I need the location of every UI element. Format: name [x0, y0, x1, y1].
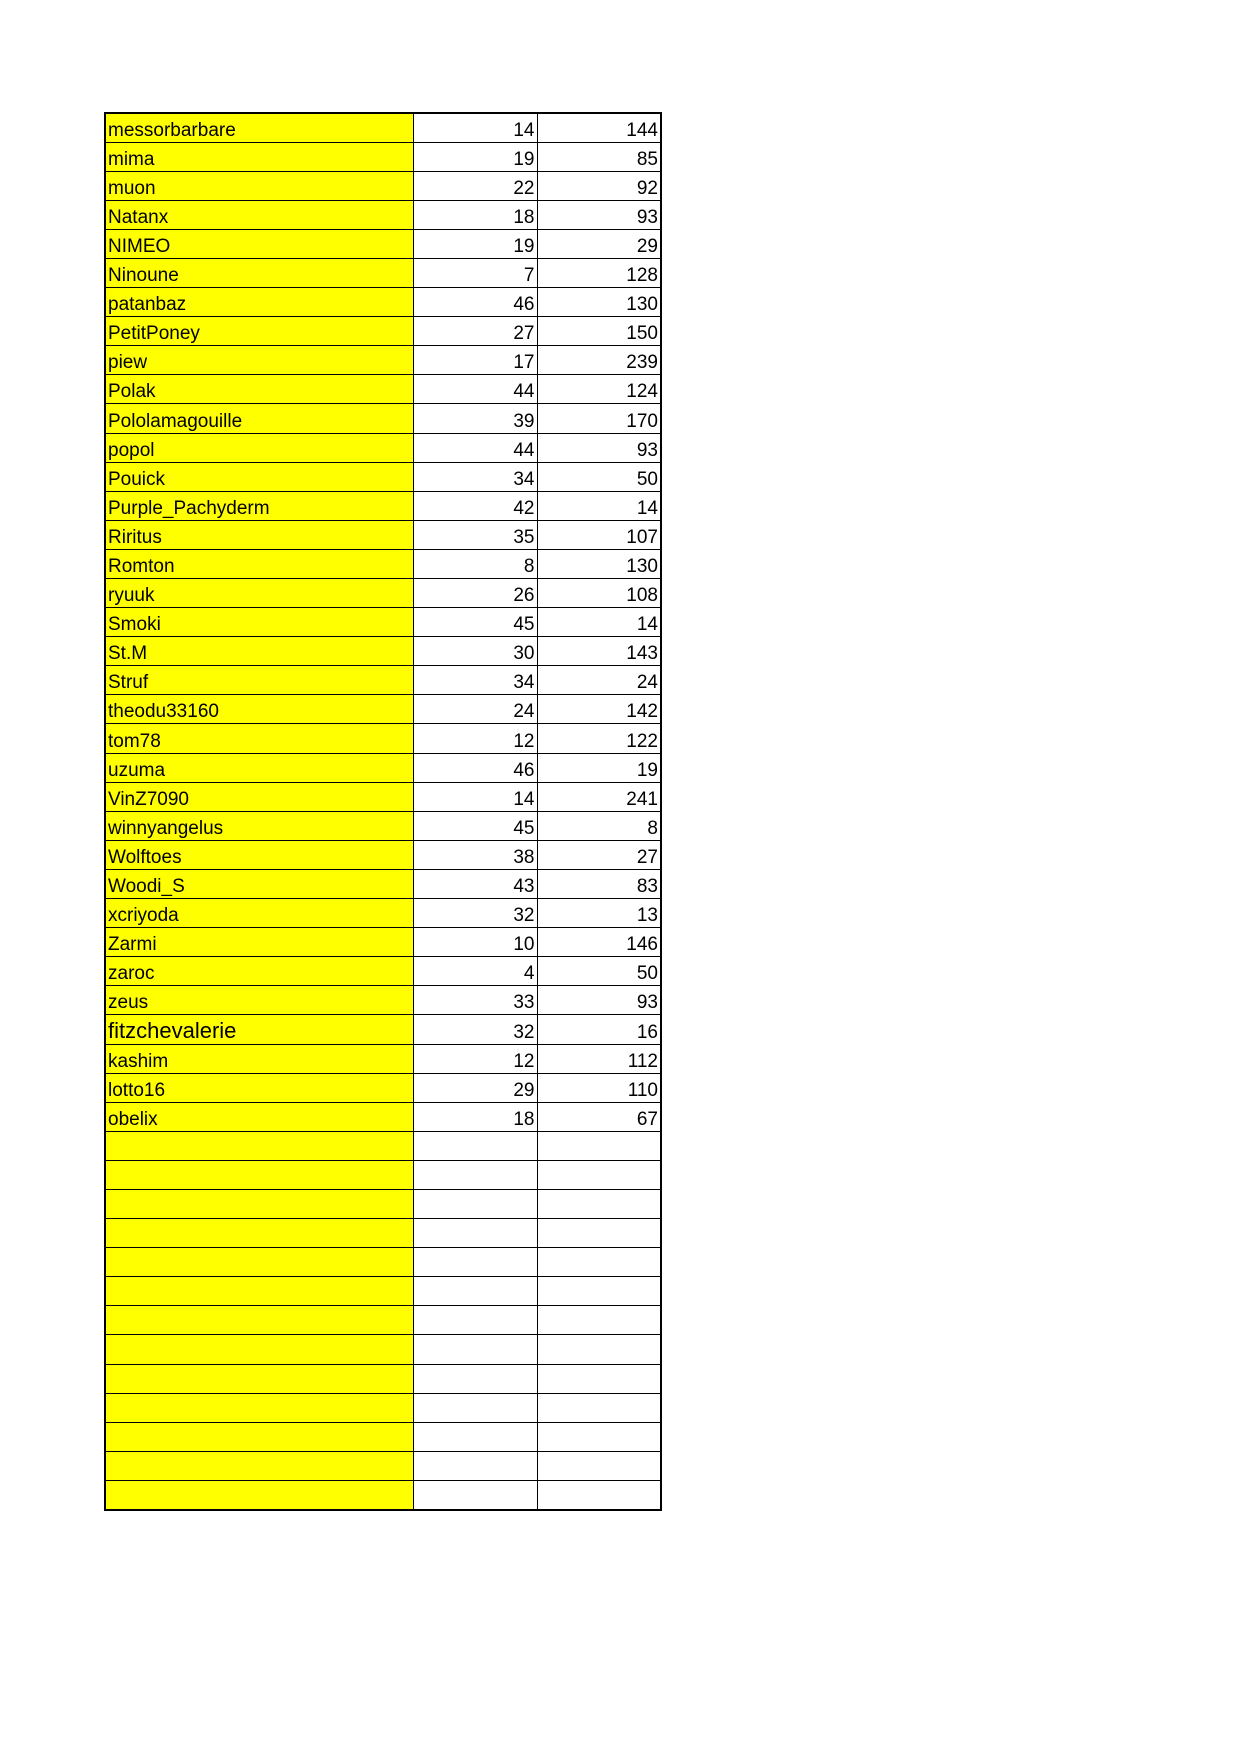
value-a-cell[interactable]: 35	[413, 520, 537, 549]
table-row	[105, 1160, 661, 1189]
value-b-cell[interactable]: 67	[537, 1102, 661, 1131]
value-b-cell[interactable]: 83	[537, 869, 661, 898]
name-cell[interactable]	[105, 1277, 413, 1306]
table-row	[105, 288, 661, 317]
table-row	[105, 1102, 661, 1131]
value-a-cell[interactable]	[413, 1393, 537, 1422]
name-cell[interactable]: zaroc	[105, 957, 413, 986]
table-row	[105, 491, 661, 520]
value-a-cell[interactable]: 22	[413, 171, 537, 200]
table-row	[105, 695, 661, 724]
table-row	[105, 317, 661, 346]
value-b-cell[interactable]: 50	[537, 957, 661, 986]
table-row	[105, 113, 661, 142]
value-b-cell[interactable]: 124	[537, 375, 661, 404]
name-cell[interactable]: tom78	[105, 724, 413, 753]
name-cell[interactable]	[105, 1160, 413, 1189]
value-b-cell[interactable]: 14	[537, 608, 661, 637]
value-a-cell[interactable]: 44	[413, 375, 537, 404]
table-row	[105, 1189, 661, 1218]
name-cell[interactable]	[105, 1393, 413, 1422]
table-row	[105, 579, 661, 608]
value-a-cell[interactable]	[413, 1219, 537, 1248]
name-cell[interactable]: Wolftoes	[105, 840, 413, 869]
value-a-cell[interactable]	[413, 1422, 537, 1451]
value-b-cell[interactable]: 27	[537, 840, 661, 869]
value-a-cell[interactable]	[413, 1160, 537, 1189]
name-cell[interactable]	[105, 1219, 413, 1248]
value-b-cell[interactable]: 13	[537, 899, 661, 928]
table-row	[105, 724, 661, 753]
name-cell[interactable]: Riritus	[105, 520, 413, 549]
table-row	[105, 404, 661, 433]
name-cell[interactable]	[105, 1422, 413, 1451]
value-b-cell[interactable]: 16	[537, 1015, 661, 1044]
value-b-cell[interactable]: 93	[537, 433, 661, 462]
name-cell[interactable]: kashim	[105, 1044, 413, 1073]
table-row	[105, 811, 661, 840]
name-cell[interactable]: xcriyoda	[105, 899, 413, 928]
value-a-cell[interactable]: 46	[413, 753, 537, 782]
value-a-cell[interactable]: 18	[413, 200, 537, 229]
value-b-cell[interactable]: 8	[537, 811, 661, 840]
name-cell[interactable]: VinZ7090	[105, 782, 413, 811]
table-row	[105, 1306, 661, 1335]
value-b-cell[interactable]	[537, 1131, 661, 1160]
value-b-cell[interactable]: 19	[537, 753, 661, 782]
table-row	[105, 1131, 661, 1160]
name-cell[interactable]: Ninoune	[105, 258, 413, 287]
value-a-cell[interactable]: 43	[413, 869, 537, 898]
value-a-cell[interactable]: 32	[413, 1015, 537, 1044]
name-cell[interactable]: Natanx	[105, 200, 413, 229]
value-a-cell[interactable]: 14	[413, 782, 537, 811]
table-row	[105, 1073, 661, 1102]
value-b-cell[interactable]: 130	[537, 288, 661, 317]
value-a-cell[interactable]: 17	[413, 346, 537, 375]
table-row	[105, 928, 661, 957]
value-b-cell[interactable]: 92	[537, 171, 661, 200]
table-row	[105, 520, 661, 549]
value-a-cell[interactable]	[413, 1189, 537, 1218]
table-row	[105, 375, 661, 404]
name-cell[interactable]: lotto16	[105, 1073, 413, 1102]
value-a-cell[interactable]	[413, 1306, 537, 1335]
value-b-cell[interactable]: 144	[537, 113, 661, 142]
value-a-cell[interactable]	[413, 1277, 537, 1306]
value-b-cell[interactable]: 85	[537, 142, 661, 171]
table-row	[105, 1219, 661, 1248]
value-a-cell[interactable]: 19	[413, 229, 537, 258]
name-cell[interactable]	[105, 1364, 413, 1393]
value-a-cell[interactable]: 34	[413, 462, 537, 491]
value-a-cell[interactable]: 12	[413, 724, 537, 753]
value-a-cell[interactable]	[413, 1335, 537, 1364]
value-a-cell[interactable]	[413, 1480, 537, 1509]
name-cell[interactable]: Purple_Pachyderm	[105, 491, 413, 520]
name-cell[interactable]: obelix	[105, 1102, 413, 1131]
value-b-cell[interactable]	[537, 1277, 661, 1306]
value-a-cell[interactable]: 46	[413, 288, 537, 317]
name-cell[interactable]	[105, 1189, 413, 1218]
table-row	[105, 171, 661, 200]
table-body	[105, 113, 661, 1510]
name-cell[interactable]: Zarmi	[105, 928, 413, 957]
table-row	[105, 1044, 661, 1073]
value-b-cell[interactable]: 241	[537, 782, 661, 811]
value-a-cell[interactable]: 14	[413, 113, 537, 142]
value-b-cell[interactable]	[537, 1160, 661, 1189]
table-row	[105, 608, 661, 637]
value-b-cell[interactable]: 108	[537, 579, 661, 608]
name-cell[interactable]: Struf	[105, 666, 413, 695]
name-cell[interactable]: Polak	[105, 375, 413, 404]
value-b-cell[interactable]	[537, 1451, 661, 1480]
value-a-cell[interactable]: 44	[413, 433, 537, 462]
table-row	[105, 433, 661, 462]
value-b-cell[interactable]: 150	[537, 317, 661, 346]
name-cell[interactable]	[105, 1451, 413, 1480]
name-cell[interactable]: theodu33160	[105, 695, 413, 724]
value-b-cell[interactable]: 29	[537, 229, 661, 258]
name-cell[interactable]	[105, 1335, 413, 1364]
value-b-cell[interactable]: 24	[537, 666, 661, 695]
value-b-cell[interactable]: 170	[537, 404, 661, 433]
value-a-cell[interactable]: 32	[413, 899, 537, 928]
table-row	[105, 462, 661, 491]
table-row	[105, 637, 661, 666]
value-b-cell[interactable]: 107	[537, 520, 661, 549]
name-cell[interactable]: Smoki	[105, 608, 413, 637]
table-row	[105, 840, 661, 869]
table-row	[105, 869, 661, 898]
value-b-cell[interactable]: 142	[537, 695, 661, 724]
value-b-cell[interactable]	[537, 1248, 661, 1277]
table-row	[105, 957, 661, 986]
name-cell[interactable]	[105, 1306, 413, 1335]
name-cell[interactable]: Romton	[105, 549, 413, 578]
table-row	[105, 1480, 661, 1509]
name-cell[interactable]: Woodi_S	[105, 869, 413, 898]
value-b-cell[interactable]	[537, 1364, 661, 1393]
value-a-cell[interactable]: 4	[413, 957, 537, 986]
name-cell[interactable]: popol	[105, 433, 413, 462]
value-b-cell[interactable]: 146	[537, 928, 661, 957]
table-row	[105, 142, 661, 171]
table-row	[105, 1422, 661, 1451]
table-row	[105, 666, 661, 695]
name-cell[interactable]: piew	[105, 346, 413, 375]
value-b-cell[interactable]: 143	[537, 637, 661, 666]
value-b-cell[interactable]: 130	[537, 549, 661, 578]
value-b-cell[interactable]: 14	[537, 491, 661, 520]
value-a-cell[interactable]: 33	[413, 986, 537, 1015]
value-a-cell[interactable]: 45	[413, 608, 537, 637]
table-row	[105, 899, 661, 928]
value-a-cell[interactable]: 7	[413, 258, 537, 287]
table-row	[105, 986, 661, 1015]
name-cell[interactable]: uzuma	[105, 753, 413, 782]
value-a-cell[interactable]: 29	[413, 1073, 537, 1102]
value-b-cell[interactable]: 122	[537, 724, 661, 753]
name-cell[interactable]: patanbaz	[105, 288, 413, 317]
name-cell[interactable]: Pouick	[105, 462, 413, 491]
value-b-cell[interactable]: 50	[537, 462, 661, 491]
value-b-cell[interactable]: 239	[537, 346, 661, 375]
value-b-cell[interactable]: 93	[537, 986, 661, 1015]
value-b-cell[interactable]	[537, 1422, 661, 1451]
value-b-cell[interactable]	[537, 1306, 661, 1335]
spreadsheet-table	[104, 112, 662, 1511]
table-row	[105, 782, 661, 811]
table-row	[105, 1335, 661, 1364]
value-b-cell[interactable]	[537, 1335, 661, 1364]
value-b-cell[interactable]	[537, 1393, 661, 1422]
value-a-cell[interactable]	[413, 1248, 537, 1277]
value-a-cell[interactable]: 26	[413, 579, 537, 608]
name-cell[interactable]: fitzchevalerie	[105, 1015, 413, 1044]
value-a-cell[interactable]: 18	[413, 1102, 537, 1131]
table-row	[105, 1393, 661, 1422]
value-a-cell[interactable]: 30	[413, 637, 537, 666]
name-cell[interactable]: winnyangelus	[105, 811, 413, 840]
name-cell[interactable]: mima	[105, 142, 413, 171]
value-a-cell[interactable]: 27	[413, 317, 537, 346]
value-b-cell[interactable]: 93	[537, 200, 661, 229]
name-cell[interactable]: PetitPoney	[105, 317, 413, 346]
value-a-cell[interactable]: 38	[413, 840, 537, 869]
table-row	[105, 346, 661, 375]
value-b-cell[interactable]: 128	[537, 258, 661, 287]
name-cell[interactable]	[105, 1131, 413, 1160]
name-cell[interactable]: muon	[105, 171, 413, 200]
value-a-cell[interactable]	[413, 1131, 537, 1160]
table-row	[105, 1015, 661, 1044]
value-a-cell[interactable]: 24	[413, 695, 537, 724]
name-cell[interactable]: NIMEO	[105, 229, 413, 258]
name-cell[interactable]: zeus	[105, 986, 413, 1015]
value-a-cell[interactable]: 39	[413, 404, 537, 433]
value-a-cell[interactable]: 45	[413, 811, 537, 840]
table-row	[105, 200, 661, 229]
table-row	[105, 1451, 661, 1480]
value-a-cell[interactable]	[413, 1364, 537, 1393]
table-row	[105, 1277, 661, 1306]
table-row	[105, 258, 661, 287]
name-cell[interactable]: ryuuk	[105, 579, 413, 608]
value-b-cell[interactable]: 110	[537, 1073, 661, 1102]
table-row	[105, 753, 661, 782]
value-b-cell[interactable]: 112	[537, 1044, 661, 1073]
value-a-cell[interactable]: 42	[413, 491, 537, 520]
value-a-cell[interactable]: 8	[413, 549, 537, 578]
value-a-cell[interactable]: 10	[413, 928, 537, 957]
value-a-cell[interactable]	[413, 1451, 537, 1480]
name-cell[interactable]: messorbarbare	[105, 113, 413, 142]
value-b-cell[interactable]	[537, 1189, 661, 1218]
name-cell[interactable]: Pololamagouille	[105, 404, 413, 433]
value-b-cell[interactable]	[537, 1480, 661, 1509]
value-a-cell[interactable]: 34	[413, 666, 537, 695]
value-a-cell[interactable]: 19	[413, 142, 537, 171]
table-row	[105, 229, 661, 258]
table-row	[105, 549, 661, 578]
value-a-cell[interactable]: 12	[413, 1044, 537, 1073]
name-cell[interactable]	[105, 1480, 413, 1509]
table-row	[105, 1248, 661, 1277]
name-cell[interactable]	[105, 1248, 413, 1277]
name-cell[interactable]: St.M	[105, 637, 413, 666]
value-b-cell[interactable]	[537, 1219, 661, 1248]
table-row	[105, 1364, 661, 1393]
